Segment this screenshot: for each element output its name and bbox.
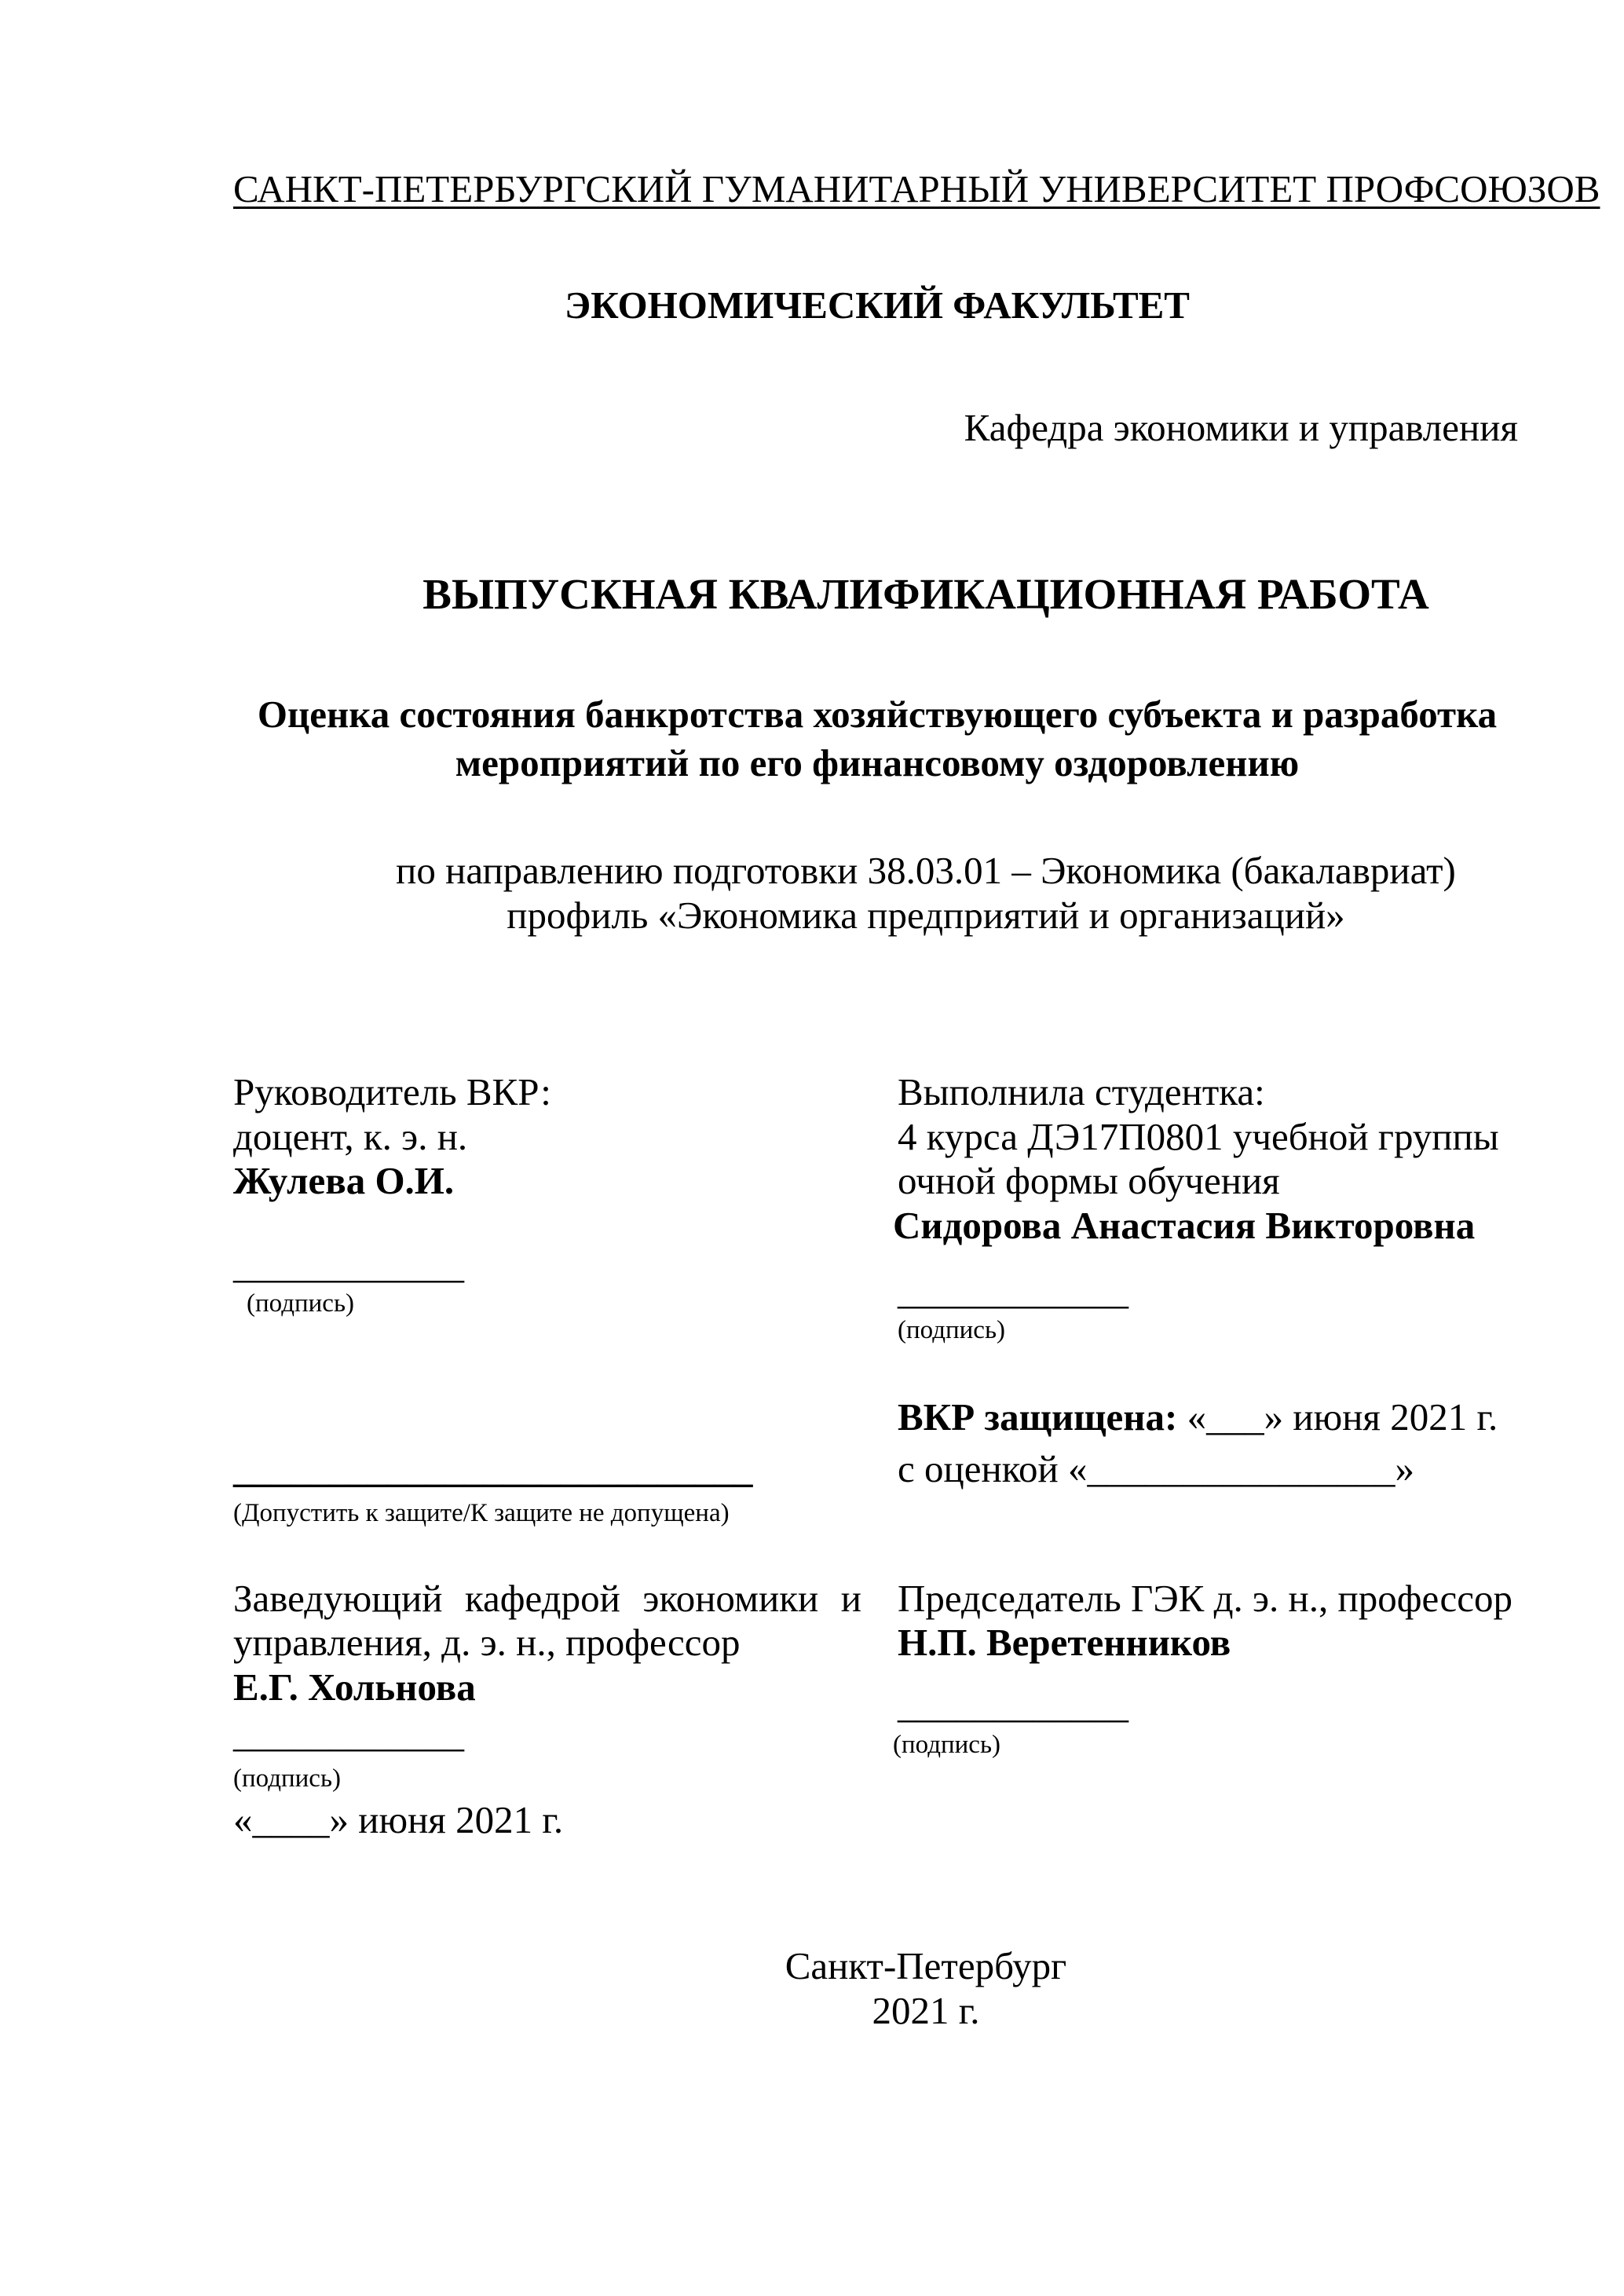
head-of-department-title-line1: Заведующий кафедрой экономики и xyxy=(233,1577,861,1620)
student-form: очной формы обучения xyxy=(898,1159,1280,1202)
footer-year: 2021 г. xyxy=(872,1989,980,2032)
supervisor-name: Жулева О.И. xyxy=(233,1159,455,1202)
student-name: Сидорова Анастасия Викторовна xyxy=(893,1204,1476,1247)
head-of-department-title-line2: управления, д. э. н., профессор xyxy=(233,1621,741,1664)
student-signature-caption: (подпись) xyxy=(898,1316,1005,1344)
work-type: ВЫПУСКНАЯ КВАЛИФИКАЦИОННАЯ РАБОТА xyxy=(422,570,1429,618)
defense-line xyxy=(898,1395,1498,1439)
work-title-line1: Оценка состояния банкротства хозяйствующего субъекта и разработка xyxy=(257,693,1498,736)
supervisor-signature-line: ____________ xyxy=(233,1243,464,1286)
study-direction: по направлению подготовки 38.03.01 – Экономика (бакалавриат) xyxy=(396,849,1456,892)
faculty-name: ЭКОНОМИЧЕСКИЙ ФАКУЛЬТЕТ xyxy=(565,283,1190,327)
head-signature-caption: (подпись) xyxy=(233,1764,341,1793)
supervisor-degree: доцент, к. э. н. xyxy=(233,1115,468,1158)
chairman-name: Н.П. Веретенников xyxy=(898,1621,1231,1664)
chairman-signature-caption: (подпись) xyxy=(893,1731,1000,1759)
defense-grade: с оценкой «________________» xyxy=(898,1447,1414,1490)
department-name: Кафедра экономики и управления xyxy=(964,406,1518,449)
supervisor-label: Руководитель ВКР: xyxy=(233,1070,551,1113)
admission-caption: (Допустить к защите/К защите не допущена) xyxy=(233,1499,730,1527)
study-profile: профиль «Экономика предприятий и организаций» xyxy=(507,894,1345,937)
defense-date: «___» июня 2021 г. xyxy=(1187,1395,1498,1439)
head-signature-date: «____» июня 2021 г. xyxy=(233,1798,564,1841)
university-name: САНКТ-ПЕТЕРБУРГСКИЙ ГУМАНИТАРНЫЙ УНИВЕРСИТЕТ ПРОФСОЮЗОВ xyxy=(233,167,1600,210)
head-of-department-name: Е.Г. Хольнова xyxy=(233,1665,476,1709)
footer-city: Санкт-Петербург xyxy=(785,1944,1067,1987)
work-title-line2: мероприятий по его финансовому оздоровлению xyxy=(455,741,1300,784)
chairman-title: Председатель ГЭК д. э. н., профессор xyxy=(898,1577,1512,1620)
student-label: Выполнила студентка: xyxy=(898,1070,1265,1113)
chairman-signature-line: ____________ xyxy=(898,1683,1128,1726)
admission-line: ___________________________ xyxy=(233,1447,753,1490)
head-signature-line: ____________ xyxy=(233,1712,464,1755)
student-signature-line: ____________ xyxy=(898,1269,1128,1312)
defense-label: ВКР защищена: xyxy=(898,1395,1178,1439)
supervisor-signature-caption: (подпись) xyxy=(247,1289,354,1318)
student-group: 4 курса ДЭ17П0801 учебной группы xyxy=(898,1115,1499,1158)
